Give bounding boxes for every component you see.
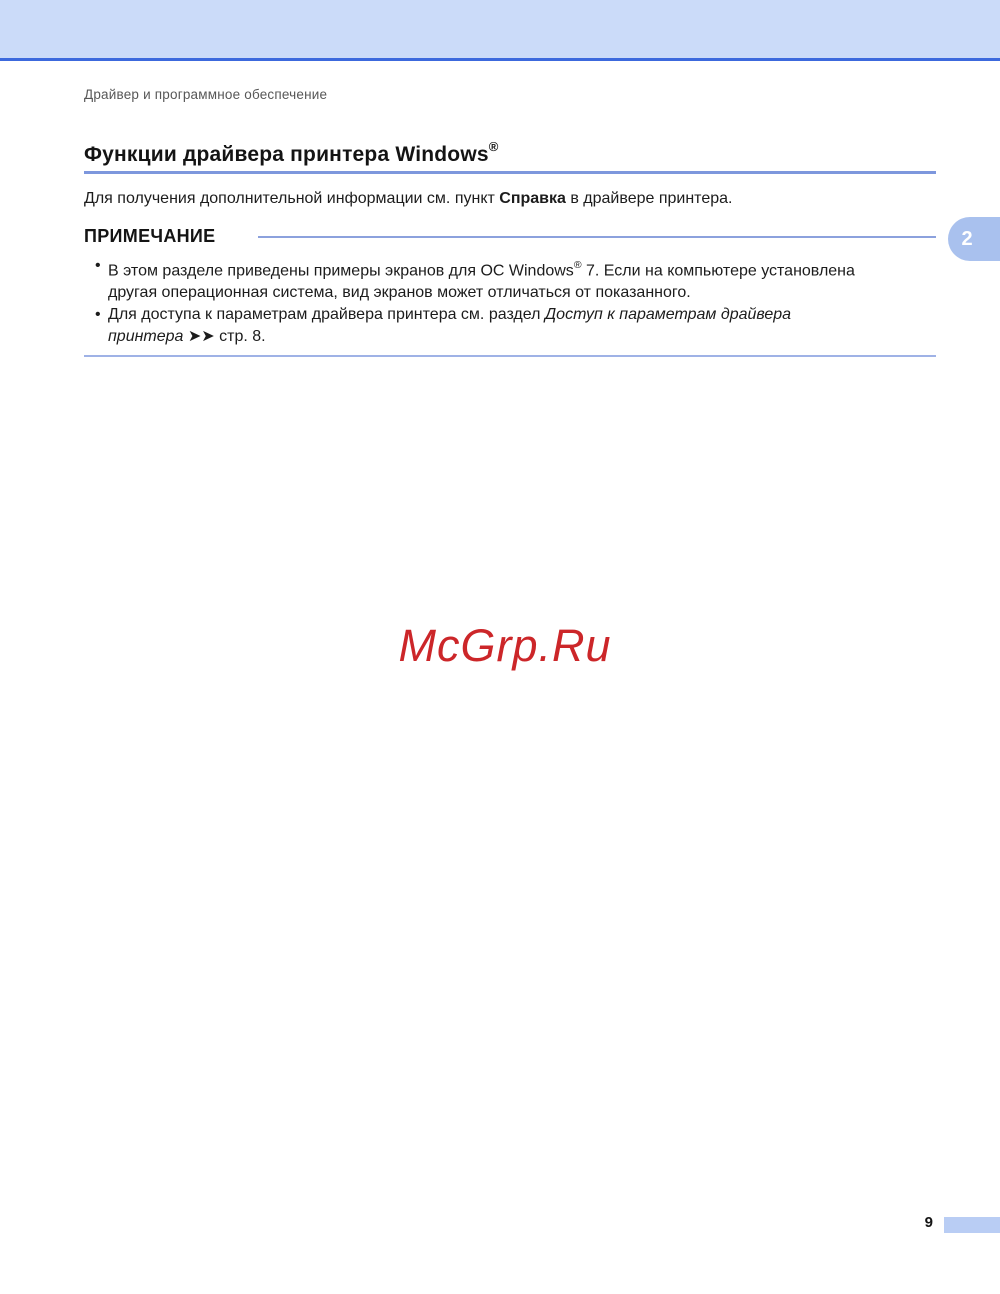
bullet-text-segment: Для доступа к параметрам драйвера принтера см. раздел <box>108 306 545 323</box>
page-title-text: Функции драйвера принтера Windows <box>84 143 489 166</box>
title-underline-rule <box>84 171 936 174</box>
intro-bold-help-word: Справка <box>499 190 566 207</box>
chapter-tab <box>948 217 1000 261</box>
cross-reference-title-italic: Доступ к параметрам драйвера <box>544 306 792 323</box>
watermark-text: McGrp.Ru <box>398 620 612 671</box>
note-bullet-item <box>95 304 940 348</box>
bullet-line <box>108 304 791 326</box>
bullet-text <box>108 304 791 348</box>
cross-reference-title-italic: принтера <box>108 328 184 345</box>
footer-accent-bar <box>944 1217 1000 1233</box>
cross-reference-page: ➤➤ стр. 8. <box>183 328 266 345</box>
note-end-rule <box>84 355 936 357</box>
intro-paragraph <box>84 190 732 208</box>
intro-text-before: Для получения дополнительной информации см. пункт <box>84 190 500 207</box>
page-title <box>84 141 499 167</box>
bullet-line <box>108 255 855 282</box>
bullet-text-segment: 7. Если на компьютере установлена <box>581 262 855 280</box>
bullet-marker: • <box>95 306 101 323</box>
note-bullet-item <box>95 255 940 304</box>
chapter-number: 2 <box>961 227 973 250</box>
bullet-line: другая операционная система, вид экранов может отличаться от показанного. <box>108 284 691 302</box>
bullet-line <box>108 326 791 348</box>
page-top-band <box>0 0 1000 61</box>
bullet-text-segment: В этом разделе приведены примеры экранов для ОС Windows <box>108 262 574 280</box>
registered-trademark-symbol: ® <box>488 139 499 154</box>
running-header: Драйвер и программное обеспечение <box>84 87 328 102</box>
page-number: 9 <box>924 1214 933 1231</box>
note-heading: ПРИМЕЧАНИЕ <box>84 226 216 246</box>
bullet-text <box>108 255 855 304</box>
registered-trademark-symbol: ® <box>573 259 582 271</box>
bullet-marker: • <box>95 257 101 274</box>
intro-text-after: в драйвере принтера. <box>565 190 733 207</box>
note-heading-rule <box>258 236 936 238</box>
